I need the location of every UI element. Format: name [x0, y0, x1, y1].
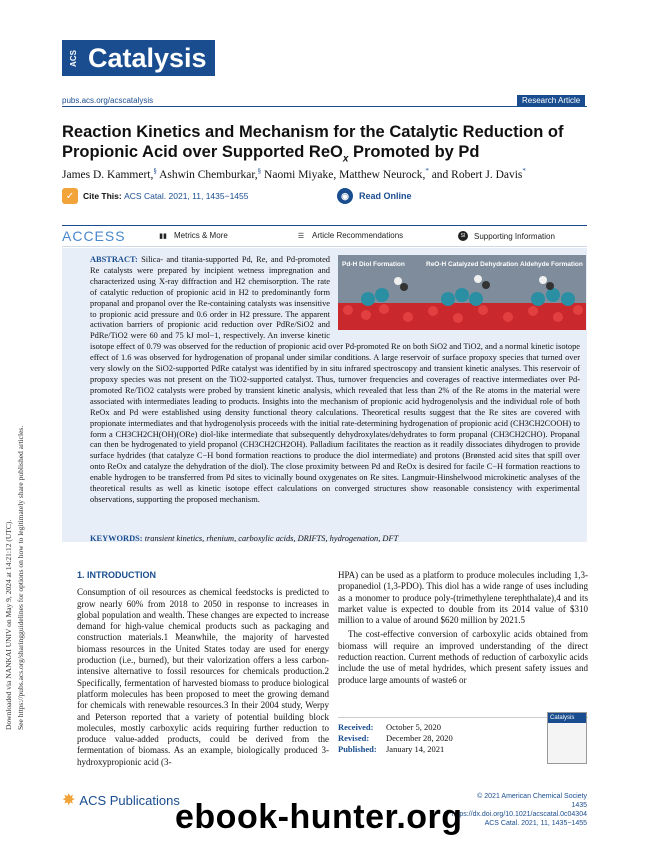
author[interactable]: Naomi Miyake,	[264, 168, 337, 181]
watermark: ebook-hunter.org	[175, 798, 463, 836]
toc-label: Pd-H Diol Formation	[342, 261, 405, 268]
publisher-name: ACS Publications	[79, 792, 180, 808]
paragraph: Consumption of oil resources as chemical feedstocks is predicted to grow nearly 60% from 2018 to 2050 in response to increases in global population and wealth. These changes are expected to increase demand for high-value chemical products such as packaging and construction materials.1 Meanwhile, the majority of harvested biomass resources in the United States today are used for energy production (i.e., burned), but their valorization offers a less carbon-intensive alternative to fossil resources for chemicals production.2 Specifically, fermentation of harvested biomass to produce biological platform molecules has been proposed to meet the growing demand for chemicals with renewable resources.3 In their 2004 study, Werpy and Peterson reported that a variety of potential building block molecules, mostly carboxylic acids requiring further reduction to produce value-added products, could be derived from the fermentation of biomass. As an example, biologically produced 3-hydroxypropionic acid (3-	[77, 587, 329, 767]
acs-logo-icon: ✸	[62, 792, 76, 809]
revised-date: December 28, 2020	[386, 733, 453, 743]
received-date: October 5, 2020	[386, 722, 442, 732]
author-list	[62, 167, 602, 181]
metrics-link[interactable]: ▮▮ Metrics & More	[159, 231, 228, 240]
toc-label: ReO-H Catalyzed Dehydration	[426, 261, 519, 268]
doi-link[interactable]: https://dx.doi.org/10.1021/acscatal.0c04304	[451, 811, 587, 818]
read-online-label: Read Online	[359, 191, 412, 201]
download-notice-line1: Downloaded via NANKAI UNIV on May 9, 2024 at 14:21:12 (UTC).	[4, 519, 13, 730]
paragraph: The cost-effective conversion of carboxylic acids obtained from biomass will require an improved understanding of the direct reduction reaction. Current methods of reduction of carboxylic acids include the use of metal hydrides, which present safety issues and produce large amounts of waste6 or	[338, 629, 588, 685]
paragraph: HPA) can be used as a platform to produce molecules including 1,3-propanediol (1,3-PDO). This diol has a wide range of uses including as a monomer to produce poly-(trimethylene terephthalate),4 and its market value is expected to double from its 2014 value of $310 million to a value of around $620 million by 2021.5	[338, 570, 588, 626]
footer-meta	[452, 792, 587, 828]
acs-mark: ACS	[62, 40, 84, 76]
supporting-info-link[interactable]: SI Supporting Information	[458, 231, 555, 241]
article-recommendations-link[interactable]: ☰ Article Recommendations	[297, 231, 404, 240]
abstract	[90, 255, 580, 506]
author[interactable]: Matthew Neurock,*	[339, 167, 429, 181]
article-type-badge: Research Article	[517, 95, 585, 106]
citation-pages: ACS Catal. 2021, 11, 1435−1455	[484, 820, 587, 827]
cite-icon: ✓	[62, 188, 78, 204]
access-bar	[62, 225, 587, 247]
toc-label: Aldehyde Formation	[520, 261, 583, 268]
cite-label: Cite This:	[83, 191, 122, 201]
download-notice-line2: See https://pubs.acs.org/sharingguidelines for options on how to legitimately share published articles.	[16, 425, 25, 730]
cite-bar	[62, 188, 587, 210]
abstract-heading: ABSTRACT:	[90, 255, 138, 264]
publisher-logo	[62, 790, 180, 810]
published-label: Published:	[338, 744, 377, 754]
download-notice	[2, 230, 32, 730]
journal-name: Catalysis	[84, 40, 215, 76]
header-rule	[62, 106, 587, 107]
read-online-button[interactable]	[337, 188, 412, 204]
published-date: January 14, 2021	[386, 744, 445, 754]
journal-cover-thumbnail: Catalysis	[547, 712, 587, 764]
keywords	[90, 534, 398, 543]
article-title: Reaction Kinetics and Mechanism for the Catalytic Reduction of Propionic Acid over Supported ReO$_x$ Promoted by Pd	[62, 123, 564, 165]
page-number: 1435	[571, 802, 587, 809]
cite-text: ACS Catal. 2021, 11, 1435−1455	[124, 191, 249, 201]
bar-chart-icon: ▮▮	[159, 232, 167, 240]
received-label: Received:	[338, 722, 374, 732]
author[interactable]: and Robert J. Davis*	[431, 167, 526, 181]
author[interactable]: James D. Kammert,§	[62, 167, 157, 181]
access-label: ACCESS	[62, 228, 126, 244]
revised-label: Revised:	[338, 733, 370, 743]
body-column-right	[338, 570, 588, 686]
journal-logo	[62, 40, 215, 76]
author[interactable]: Ashwin Chemburkar,§	[159, 167, 262, 181]
si-icon: SI	[458, 231, 468, 241]
cite-this[interactable]	[62, 188, 248, 204]
keywords-text: transient kinetics, rhenium, carboxylic acids, DRIFTS, hydrogenation, DFT	[144, 534, 399, 543]
abstract-text: Silica- and titania-supported Pd, Re, and Pd-promoted Re catalysts were prepared by incipient wetness impregnation and characterized using X-ray diffraction and H2 chemisorption. The rate of catalytic reduction of propionic acid in H2 to predominantly form propanal and propanol over the Re-containing catalysts was insensitive to propionic acid pressure and 0.6 order in H2 pressure. The apparent activation barriers of propionic acid reduction over PdRe/SiO2 and PdRe/TiO2 were 60 and 75 kJ mol−1, respectively. An inverse kinetic isotope effect of 0.79 was observed for the reduction of propionic acid over Pd-promoted Re on both SiO2 and TiO2, and a normal kinetic isotope effect of 1.6 was observed for hydrogenation of propanal under similar conditions. A large reservoir of surface propoxy species that turned over very slowly on the SiO2-supported PdRe catalyst was identified by in situ infrared spectroscopy and transient kinetic analyses. This reservoir of propoxy species was not present on the TiO2-supported catalyst. Thus, turnover frequencies and coverages of reactive intermediates over Pd-promoted Re/TiO2 catalysts were probed by transient kinetic analysis, which revealed that less than 2% of the Re atoms in the material were associated with intermediates leading to products. Insights into the mechanism of propionic acid hydrogenolysis and the individual role of both ReOx and Pd were established using density functional theory calculations. Theoretical results suggest that the Re sites are covered with propionate intermediates and that hydrogenolysis proceeds with the initial rate-determining hydrogenation of propionic acid (CH3CH2COOH) to form a CH3CH2CH(OH)(ORe) diol-like intermediate that subsequently dehydroxylates/dehydrates to form propanal (CH3CH2CHO). Propanal can then be hydrogenated to yield propanol (CH3CH2CH2OH). Palladium facilitates the reaction as it readily dissociates dihydrogen to provide surface hydrides (that catalyze C−H bond formation reactions to produce the diol intermediate) and protons (Brønsted acid sites that spill over onto ReOx and catalyze the dehydration of the diol). The close proximity between Pd and ReOx is desired for facile C−H formation reactions to enable hydrogen to be transferred from Pd sites to vicinally bound oxygenates on Re sites. Langmuir-Hinshelwood microkinetic analyses of the theoretical results as well as kinetic isotope effect calculations on converged structures show reasonable consistency with experimental observations, supporting the proposed mechanism.	[90, 255, 580, 504]
keywords-heading: KEYWORDS:	[90, 534, 143, 543]
body-column-left	[77, 570, 329, 768]
list-icon: ☰	[297, 232, 305, 240]
read-online-icon: ◉	[337, 188, 353, 204]
copyright: © 2021 American Chemical Society	[477, 793, 587, 800]
toc-spacer	[330, 255, 580, 333]
journal-url[interactable]: pubs.acs.org/acscatalysis	[62, 96, 154, 105]
section-heading: 1. INTRODUCTION	[77, 570, 157, 580]
